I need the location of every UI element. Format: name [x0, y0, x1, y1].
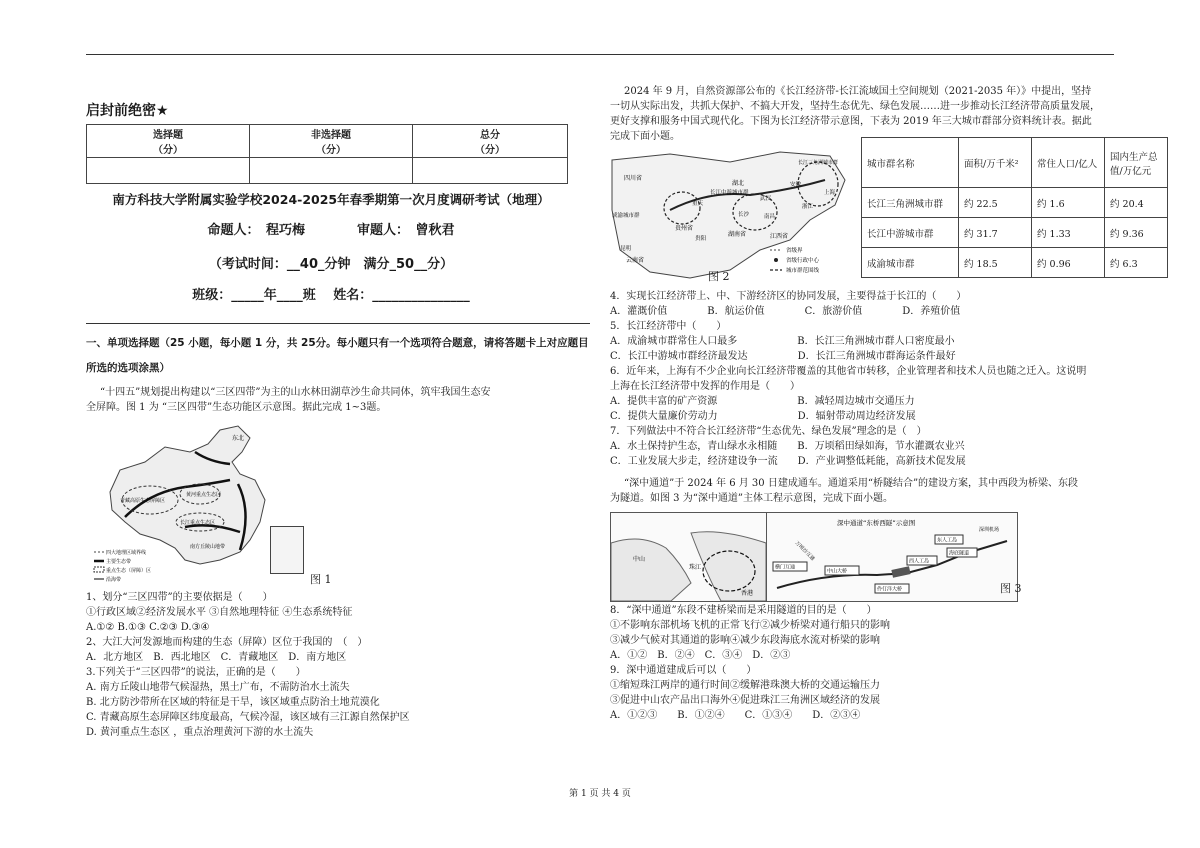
figure-3-tunnel-diagram [766, 512, 1018, 602]
intro-1-line: 全屏障。图 1 为 “三区四带”生态功能区示意图。据此完成 1~3题。 [86, 402, 387, 413]
question-line: A．灌溉价值 B．航运价值 C．旅游价值 D．养殖价值 [610, 306, 961, 317]
table-cell: 成渝城市群 [862, 248, 959, 278]
figure-3-region-map [610, 512, 767, 602]
intro-2-line: 一切从实际出发，共抓大保护、不搞大开发，坚持生态优先、绿色发展……进一步推动长江经济带高质量发展， [610, 101, 1100, 112]
legend-label: 省级界 [786, 248, 803, 254]
table-cell: 长江中游城市群 [862, 218, 959, 248]
table-cell: 长江三角洲城市群 [862, 188, 959, 218]
map-label: 西人工岛 [909, 558, 930, 565]
map-label: 云南省 [626, 257, 645, 264]
stats-header: 常住人口/亿人 [1032, 138, 1105, 188]
score-cell-choice[interactable] [87, 158, 250, 184]
table-cell: 约 9.36 [1105, 218, 1168, 248]
south-sea-inset [270, 526, 304, 574]
question-line: D. 黄河重点生态区 ，重点治理黄河下游的水土流失 [86, 727, 314, 738]
map-label: 湖北 [732, 180, 745, 187]
figure-2-map [610, 150, 850, 285]
question-line: 2、大江大河发源地而构建的生态（屏障）区位于我国的 （ ） [86, 637, 368, 648]
map-label: 中山 [633, 556, 646, 563]
map-label: 伶仃洋大桥 [877, 586, 903, 593]
right-questions-2 [610, 603, 1120, 723]
yangtze-map-svg [610, 150, 850, 285]
intro-2 [610, 84, 1120, 144]
time-line: （考试时间：__40_分钟 满分_50__分） [208, 257, 454, 272]
map-label: 东北 [232, 435, 245, 442]
map-label: 南昌 [764, 214, 776, 220]
map-label: 上海 [824, 190, 836, 196]
intro-3 [610, 476, 1120, 506]
right-questions-1 [610, 289, 1120, 469]
map-label: 黄河重点生态区 [186, 492, 222, 498]
score-cell-nonchoice[interactable] [250, 158, 413, 184]
map-label: 贵阳 [695, 236, 707, 242]
question-line: 8．“深中通道”东段不建桥梁而是采用隧道的目的是（ ） [610, 605, 877, 616]
map-label: 贵州省 [675, 225, 694, 232]
question-line: 3.下列关于“三区四带”的说法，正确的是（ ） [86, 667, 306, 678]
map-label: 横门互通 [775, 564, 796, 571]
legend-label: 四大地理区域界线 [106, 550, 147, 556]
map-label: 湖南省 [728, 231, 747, 238]
map-label: 重庆 [692, 201, 704, 207]
exam-title: 南方科技大学附属实验学校2024-2025年春季期第一次月度调研考试（地理） [112, 192, 550, 207]
intro-3-line: 为隧道。如图 3 为“深中通道”主体工程示意图，完成下面小题。 [610, 493, 893, 504]
question-line: A.①② B.①③ C.②③ D.③④ [86, 622, 210, 633]
legend-label: 沿海带 [106, 577, 122, 583]
question-line: A．水土保持护生态，青山绿水永相随 B．万顷稻田绿如海，节水灌溉农业兴 [610, 441, 965, 452]
question-line: 7．下列做法中不符合长江经济带“生态优先、绿色发展”理念的是（ ） [610, 426, 927, 437]
question-line: A. 南方丘陵山地带气候湿热，黑土广布，不需防治水土流失 [86, 682, 350, 693]
intro-2-line: 2024 年 9 月，自然资源部公布的《长江经济带-长江流域国土空间规划（2021-2035 年）》中提出，坚持 [624, 86, 1092, 97]
question-line: ①不影响东部机场飞机的正常飞行②减少桥梁对通行船只的影响 [610, 620, 890, 631]
map-label: 海底隧道 [949, 550, 970, 557]
question-line: 4．实现长江经济带上、中、下游经济区的协同发展，主要得益于长江的（ ） [610, 291, 967, 302]
intro-1-line: “十四五”规划提出构建以“三区四带”为主的山水林田湖草沙生命共同体，筑牢我国生态安 [100, 387, 491, 398]
confidential-mark: 启封前绝密★ [86, 103, 169, 119]
section-rule [86, 323, 590, 324]
question-line: A．提供丰富的矿产资源 B．减轻周边城市交通压力 [610, 396, 915, 407]
map-label: 万顷沙互通 [793, 540, 816, 563]
table-cell: 约 18.5 [959, 248, 1032, 278]
map-label: 浙江 [802, 204, 814, 210]
question-line: A．北方地区 B．西北地区 C．青藏地区 D．南方地区 [86, 652, 347, 663]
map-label: 南方丘陵山地带 [190, 544, 226, 550]
table-row [862, 248, 1168, 278]
question-line: 6．近年来，上海有不少企业向长江经济带覆盖的其他省市转移，企业管理者和技术人员也随之迁入。这说明 [610, 366, 1087, 377]
legend-label: 主要生态带 [106, 559, 132, 565]
map-label: 香港 [741, 590, 754, 597]
stats-header: 国内生产总值/万亿元 [1105, 138, 1168, 188]
stats-table [861, 137, 1168, 278]
question-line: ③促进中山农产品出口海外④促进珠江三角洲区域经济的发展 [610, 695, 880, 706]
question-line: C. 青藏高原生态屏障区纬度最高，气候冷湿，该区域有三江源自然保护区 [86, 712, 410, 723]
question-line: ③减少气候对其通道的影响④减少东段海底水流对桥梁的影响 [610, 635, 880, 646]
class-line: 班级：_____年____班 姓名：_______________ [192, 288, 470, 303]
map-label: 东人工岛 [937, 537, 958, 544]
top-rule [86, 54, 1114, 55]
section-heading: 一、单项选择题（25 小题，每小题 1 分，共 25分。每小题只有一个选项符合题意，请将答题卡上对应题目所选的选项涂黑） [86, 337, 589, 375]
map-label: 昆明 [620, 246, 632, 252]
question-line: C．长江中游城市群经济最发达 D．长江三角洲城市群海运条件最好 [610, 351, 956, 362]
stats-header: 面积/万千米² [959, 138, 1032, 188]
map-label: 四川省 [624, 175, 643, 182]
table-cell: 约 0.96 [1032, 248, 1105, 278]
intro-2-line: 更好支撑和服务中国式现代化。下图为长江经济带示意图，下表为 2019 年三大城市群部分资料统计表。据此 [610, 116, 1092, 127]
left-questions [86, 590, 590, 740]
table-cell: 约 6.3 [1105, 248, 1168, 278]
score-header-choice: 选择题 （分） [87, 125, 250, 158]
map-label: 深圳机场 [979, 527, 1000, 533]
table-cell: 约 1.33 [1032, 218, 1105, 248]
pearl-river-map-svg [611, 513, 766, 601]
map-label: 江西省 [770, 233, 789, 240]
score-table [86, 124, 568, 184]
question-line: B. 北方防沙带所在区域的特征是干旱，该区域重点防治土地荒漠化 [86, 697, 380, 708]
figure-2-caption: 图 2 [708, 270, 730, 283]
bridge-tunnel-svg [767, 513, 1017, 601]
legend-label: 城市群范围线 [786, 268, 820, 274]
inset-title: 深中通道“东桥西隧”示意图 [837, 519, 916, 527]
map-label: 安徽 [790, 182, 802, 188]
question-line: ①行政区域②经济发展水平 ③自然地理特征 ④生态系统特征 [86, 607, 353, 618]
stats-header: 城市群名称 [862, 138, 959, 188]
question-line: 上海在长江经济带中发挥的作用是（ ） [610, 381, 800, 392]
setter-line: 命题人： 程巧梅 审题人： 曾秋君 [207, 223, 455, 238]
legend-label: 省级行政中心 [786, 258, 820, 264]
score-header-total: 总分 （分） [413, 125, 568, 158]
question-line: C．提供大量廉价劳动力 D．辐射带动周边经济发展 [610, 411, 916, 422]
question-line: ①缩短珠江两岸的通行时间②缓解港珠澳大桥的交通运输压力 [610, 680, 880, 691]
map-label: 武汉 [760, 196, 772, 202]
table-row [862, 188, 1168, 218]
table-cell: 约 31.7 [959, 218, 1032, 248]
question-line: C．工业发展大步走，经济建设争一流 D．产业调整低耗能，高新技术促发展 [610, 456, 966, 467]
question-line: 9．深中通道建成后可以（ ） [610, 665, 757, 676]
map-label: 长江三角洲城市群 [798, 160, 839, 166]
intro-3-line: “深中通道”于 2024 年 6 月 30 日建成通车。通道采用“桥隧结合”的建设方案，其中西段为桥梁、东段 [624, 478, 1079, 489]
figure-3-caption: 图 3 [1000, 582, 1022, 595]
intro-1 [86, 385, 590, 415]
score-header-nonchoice: 非选择题 （分） [250, 125, 413, 158]
score-cell-total[interactable] [413, 158, 568, 184]
legend-label: 重点生态（屏障）区 [106, 568, 152, 574]
map-label: 长江重点生态区 [180, 520, 216, 526]
page-footer: 第 1 页 共 4 页 [569, 789, 631, 799]
question-line: A．①②③ B．①②④ C．①③④ D．②③④ [610, 710, 861, 721]
map-label: 长江中游城市群 [710, 190, 749, 196]
question-line: 1、划分“三区四带”的主要依据是（ ） [86, 592, 273, 603]
question-line: 5．长江经济带中（ ） [610, 321, 727, 332]
map-label: 珠江 [689, 564, 702, 571]
figure-1-caption: 图 1 [310, 573, 332, 586]
intro-2-line: 完成下面小题。 [610, 131, 680, 142]
table-cell: 约 1.6 [1032, 188, 1105, 218]
map-label: 长沙 [738, 212, 750, 218]
question-line: A．成渝城市群常住人口最多 B．长江三角洲城市群人口密度最小 [610, 336, 955, 347]
map-label: 青藏高原生态屏障区 [120, 498, 166, 504]
map-label: 中山大桥 [827, 568, 848, 575]
table-cell: 约 20.4 [1105, 188, 1168, 218]
table-cell: 约 22.5 [959, 188, 1032, 218]
table-row [862, 218, 1168, 248]
map-label: 成渝城市群 [612, 213, 640, 219]
question-line: A．①② B．②④ C．③④ D．②③ [610, 650, 791, 661]
